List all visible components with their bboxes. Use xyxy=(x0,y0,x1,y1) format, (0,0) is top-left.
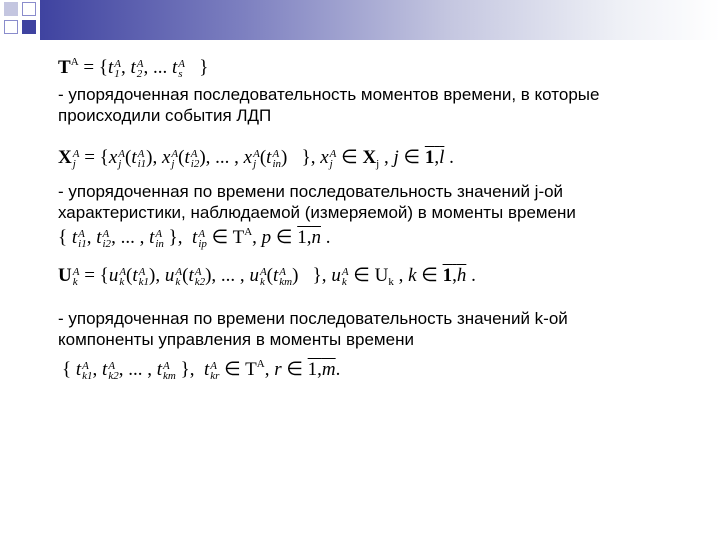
decor-square xyxy=(22,20,36,34)
formula-control-moments: { t A k1 , t A k2 , ... , t A km }, t A kr ∈ $T^A$, r ∈ 1,m. xyxy=(62,358,341,382)
paragraph-control-values: - упорядоченная по времени последовательность значений k-ой компоненты управления в моменты времени xyxy=(58,309,568,349)
paragraph-time-moments: - упорядоченная последовательность моментов времени, в которые происходили события ЛДП xyxy=(58,85,600,125)
formula-time-moments: $T^A = \{t$ A 1 , t A 2 , ... t A s } xyxy=(58,56,209,80)
decor-square xyxy=(4,20,18,34)
title-decoration xyxy=(0,0,720,40)
header-gradient-bar xyxy=(40,0,720,40)
paragraph-characteristic-values: - упорядоченная по времени последовательность значений j-ой характеристики, наблюдаемой (измеряемой) в моменты времени xyxy=(58,182,576,222)
decor-square xyxy=(22,2,36,16)
decor-square xyxy=(4,2,18,16)
formula-observation-moments: { t A i1 , t A i2 , ... , t A in }, t A ip ∈ $T^A$, p ∈ 1,n . xyxy=(58,226,331,250)
formula-control-values: U A k = {u A k (t A k1 ), u A k (t A k2 ), ... , u A k (t A km ) }, u A k ∈ $U_k$ , k ∈ 1,h . xyxy=(58,265,476,288)
formula-characteristic-values: X A j = {x A j (t A i1 ), x A j (t A i2 ), ... , x A j (t A in ) }, x A j ∈ $X_j$ , j ∈ 1,l . xyxy=(58,147,454,170)
